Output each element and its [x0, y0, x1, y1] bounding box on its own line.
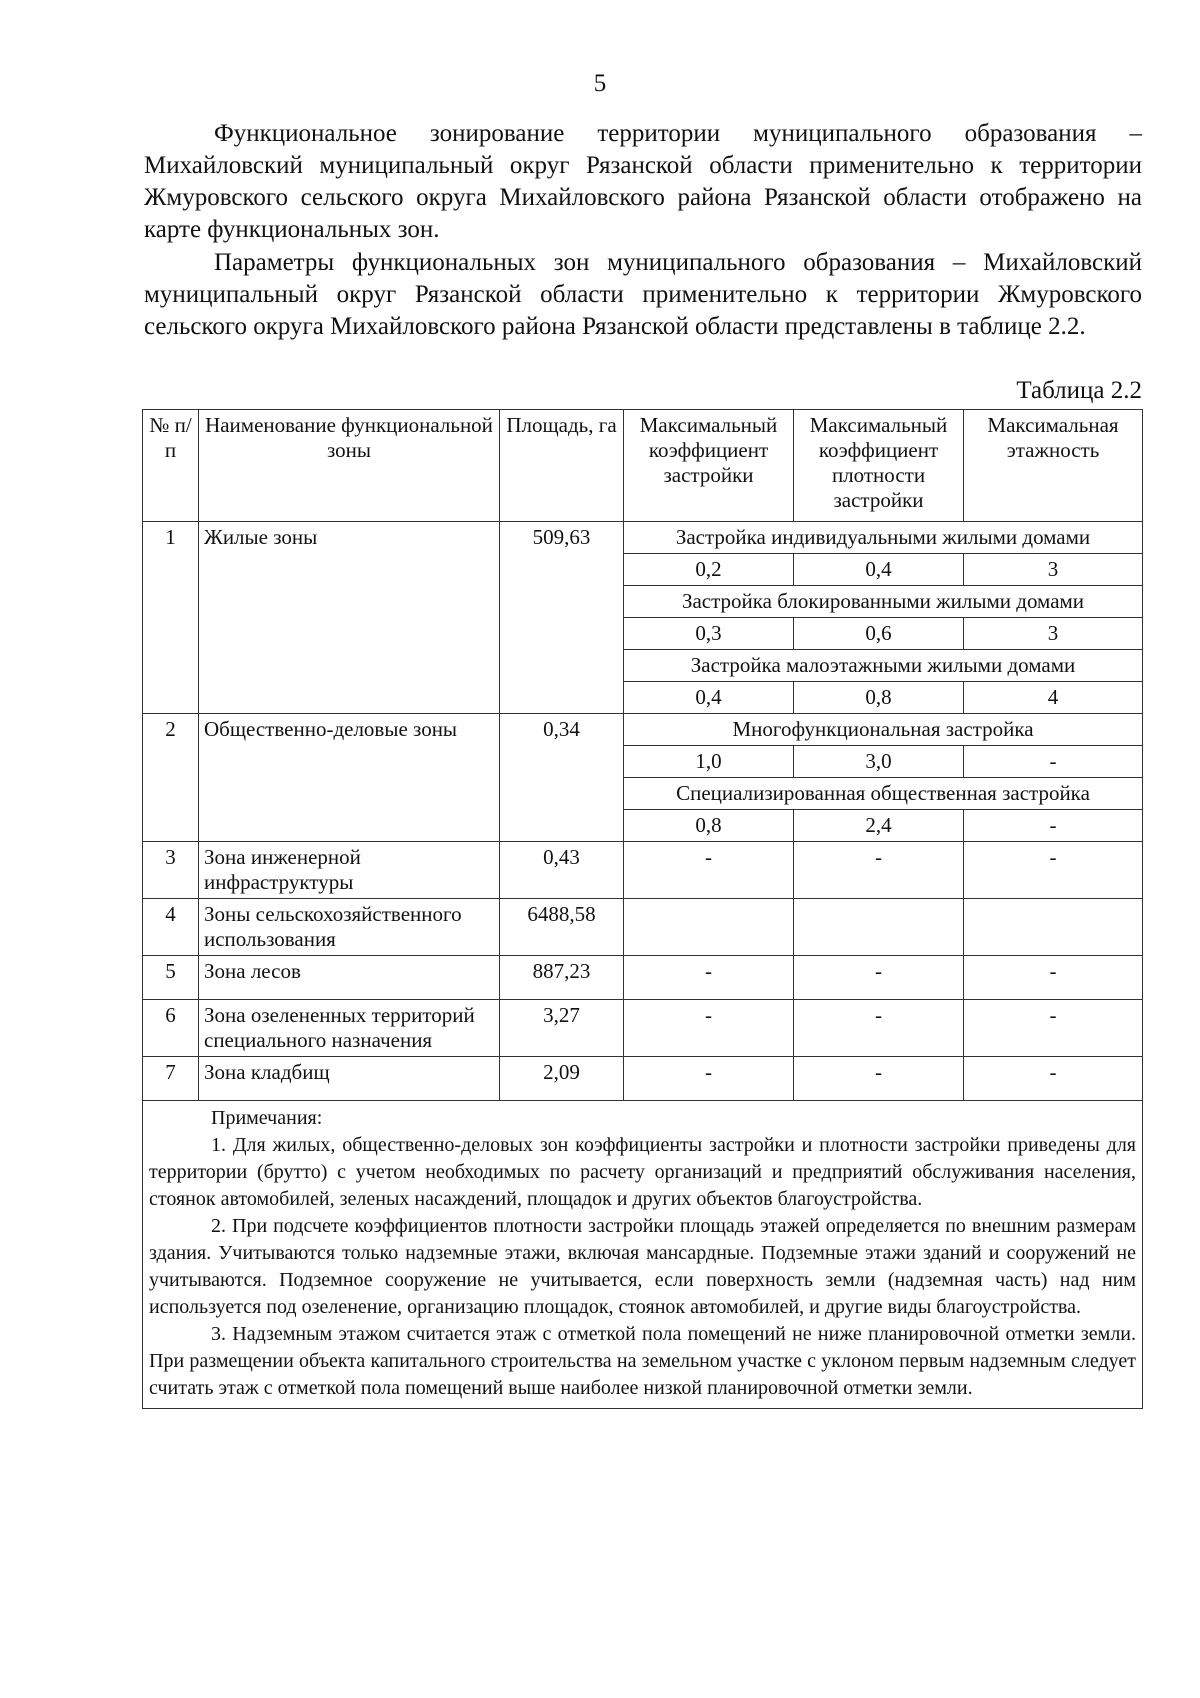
- cell-max-coverage: -: [624, 1000, 794, 1057]
- row-area: 509,63: [500, 522, 624, 714]
- zones-table: [142, 409, 1143, 1409]
- cell-max-coverage: [624, 899, 794, 956]
- cell-max-density: -: [794, 1000, 964, 1057]
- row-zone-name: Жилые зоны: [199, 522, 500, 714]
- cell-max-density: -: [794, 956, 964, 1000]
- cell-max-density: [794, 899, 964, 956]
- row-num: 4: [143, 899, 199, 956]
- row-zone-name: Зона озелененных территорий специального назначения: [199, 1000, 500, 1057]
- row-num: 5: [143, 956, 199, 1000]
- subzone-title: Застройка малоэтажными жилыми домами: [624, 650, 1143, 682]
- row-zone-name: Общественно-деловые зоны: [199, 714, 500, 842]
- row-area: 887,23: [500, 956, 624, 1000]
- row-area: 3,27: [500, 1000, 624, 1057]
- cell-max-floors: 4: [964, 682, 1143, 714]
- table-row: [143, 1057, 1143, 1101]
- subzone-title: Застройка блокированными жилыми домами: [624, 586, 1143, 618]
- row-area: 2,09: [500, 1057, 624, 1101]
- header-max-density: Максимальный коэффициент плотности застройки: [794, 410, 964, 522]
- note-3: 3. Надземным этажом считается этаж с отметкой пола помещений не ниже планировочной отметки земли. При размещении объекта капитального строительства на земельном участке с уклоном первым надземным следует считать этаж с отметкой пола помещений выше наиболее низкой планировочной отметки земли.: [149, 1323, 1136, 1399]
- row-num: 1: [143, 522, 199, 714]
- table-row: [143, 714, 1143, 746]
- row-area: 0,43: [500, 842, 624, 899]
- intro-paragraph-1: Функциональное зонирование территории муниципального образования – Михайловский муниципальный округ Рязанской области применительно к территории Жмуровского сельского округа Михайловского района Рязанской области отображено на карте функциональных зон.: [144, 120, 1142, 243]
- cell-max-floors: -: [964, 956, 1143, 1000]
- cell-max-coverage: -: [624, 1057, 794, 1101]
- cell-max-floors: -: [964, 1000, 1143, 1057]
- cell-max-floors: -: [964, 810, 1143, 842]
- cell-max-density: 0,6: [794, 618, 964, 650]
- cell-max-density: 2,4: [794, 810, 964, 842]
- cell-max-floors: 3: [964, 554, 1143, 586]
- notes-title: Примечания:: [211, 1107, 323, 1129]
- cell-max-floors: -: [964, 746, 1143, 778]
- cell-max-density: -: [794, 842, 964, 899]
- notes-cell: [143, 1101, 1143, 1409]
- table-row: [143, 522, 1143, 554]
- table-row: [143, 956, 1143, 1000]
- header-max-coverage: Максимальный коэффициент застройки: [624, 410, 794, 522]
- header-area: Площадь, га: [500, 410, 624, 522]
- cell-max-floors: -: [964, 842, 1143, 899]
- table-caption: Таблица 2.2: [1016, 377, 1142, 404]
- intro-paragraph-2: Параметры функциональных зон муниципального образования – Михайловский муниципальный округ Рязанской области применительно к территории Жмуровского сельского округа Михайловского района Рязанской области представлены в таблице 2.2.: [144, 249, 1142, 340]
- row-num: 3: [143, 842, 199, 899]
- row-num: 6: [143, 1000, 199, 1057]
- cell-max-floors: -: [964, 1057, 1143, 1101]
- table-row: [143, 899, 1143, 956]
- notes-row: [143, 1101, 1143, 1409]
- cell-max-density: 0,8: [794, 682, 964, 714]
- cell-max-coverage: 0,2: [624, 554, 794, 586]
- subzone-title: Специализированная общественная застройка: [624, 778, 1143, 810]
- header-max-floors: Максимальная этажность: [964, 410, 1143, 522]
- subzone-title: Многофункциональная застройка: [624, 714, 1143, 746]
- subzone-title: Застройка индивидуальными жилыми домами: [624, 522, 1143, 554]
- cell-max-density: 3,0: [794, 746, 964, 778]
- cell-max-floors: [964, 899, 1143, 956]
- row-zone-name: Зона лесов: [199, 956, 500, 1000]
- row-num: 7: [143, 1057, 199, 1101]
- row-area: 6488,58: [500, 899, 624, 956]
- page-number: 5: [593, 70, 607, 97]
- cell-max-coverage: -: [624, 956, 794, 1000]
- cell-max-density: 0,4: [794, 554, 964, 586]
- row-area: 0,34: [500, 714, 624, 842]
- cell-max-coverage: 1,0: [624, 746, 794, 778]
- cell-max-density: -: [794, 1057, 964, 1101]
- table-row: [143, 1000, 1143, 1057]
- row-zone-name: Зоны сельскохозяйственного использования: [199, 899, 500, 956]
- row-zone-name: Зона инженерной инфраструктуры: [199, 842, 500, 899]
- table-row: [143, 842, 1143, 899]
- cell-max-coverage: -: [624, 842, 794, 899]
- table-header-row: [143, 410, 1143, 522]
- note-1: 1. Для жилых, общественно-деловых зон коэффициенты застройки и плотности застройки приведены для территории (брутто) с учетом необходимых по расчету организаций и предприятий обслуживания населения, стоянок автомобилей, зеленых насаждений, площадок и других объектов благоустройства.: [149, 1134, 1136, 1210]
- cell-max-floors: 3: [964, 618, 1143, 650]
- cell-max-coverage: 0,4: [624, 682, 794, 714]
- cell-max-coverage: 0,8: [624, 810, 794, 842]
- header-num: № п/п: [143, 410, 199, 522]
- row-num: 2: [143, 714, 199, 842]
- cell-max-coverage: 0,3: [624, 618, 794, 650]
- row-zone-name: Зона кладбищ: [199, 1057, 500, 1101]
- note-2: 2. При подсчете коэффициентов плотности застройки площадь этажей определяется по внешним размерам здания. Учитываются только надземные этажи, включая мансардные. Подземные этажи зданий и сооружений не учитываются. Подземное сооружение не учитывается, если поверхность земли (надземная часть) над ним используется под озеленение, организацию площадок, стоянок автомобилей, и другие виды благоустройства.: [149, 1215, 1136, 1318]
- header-zone-name: Наименование функциональной зоны: [199, 410, 500, 522]
